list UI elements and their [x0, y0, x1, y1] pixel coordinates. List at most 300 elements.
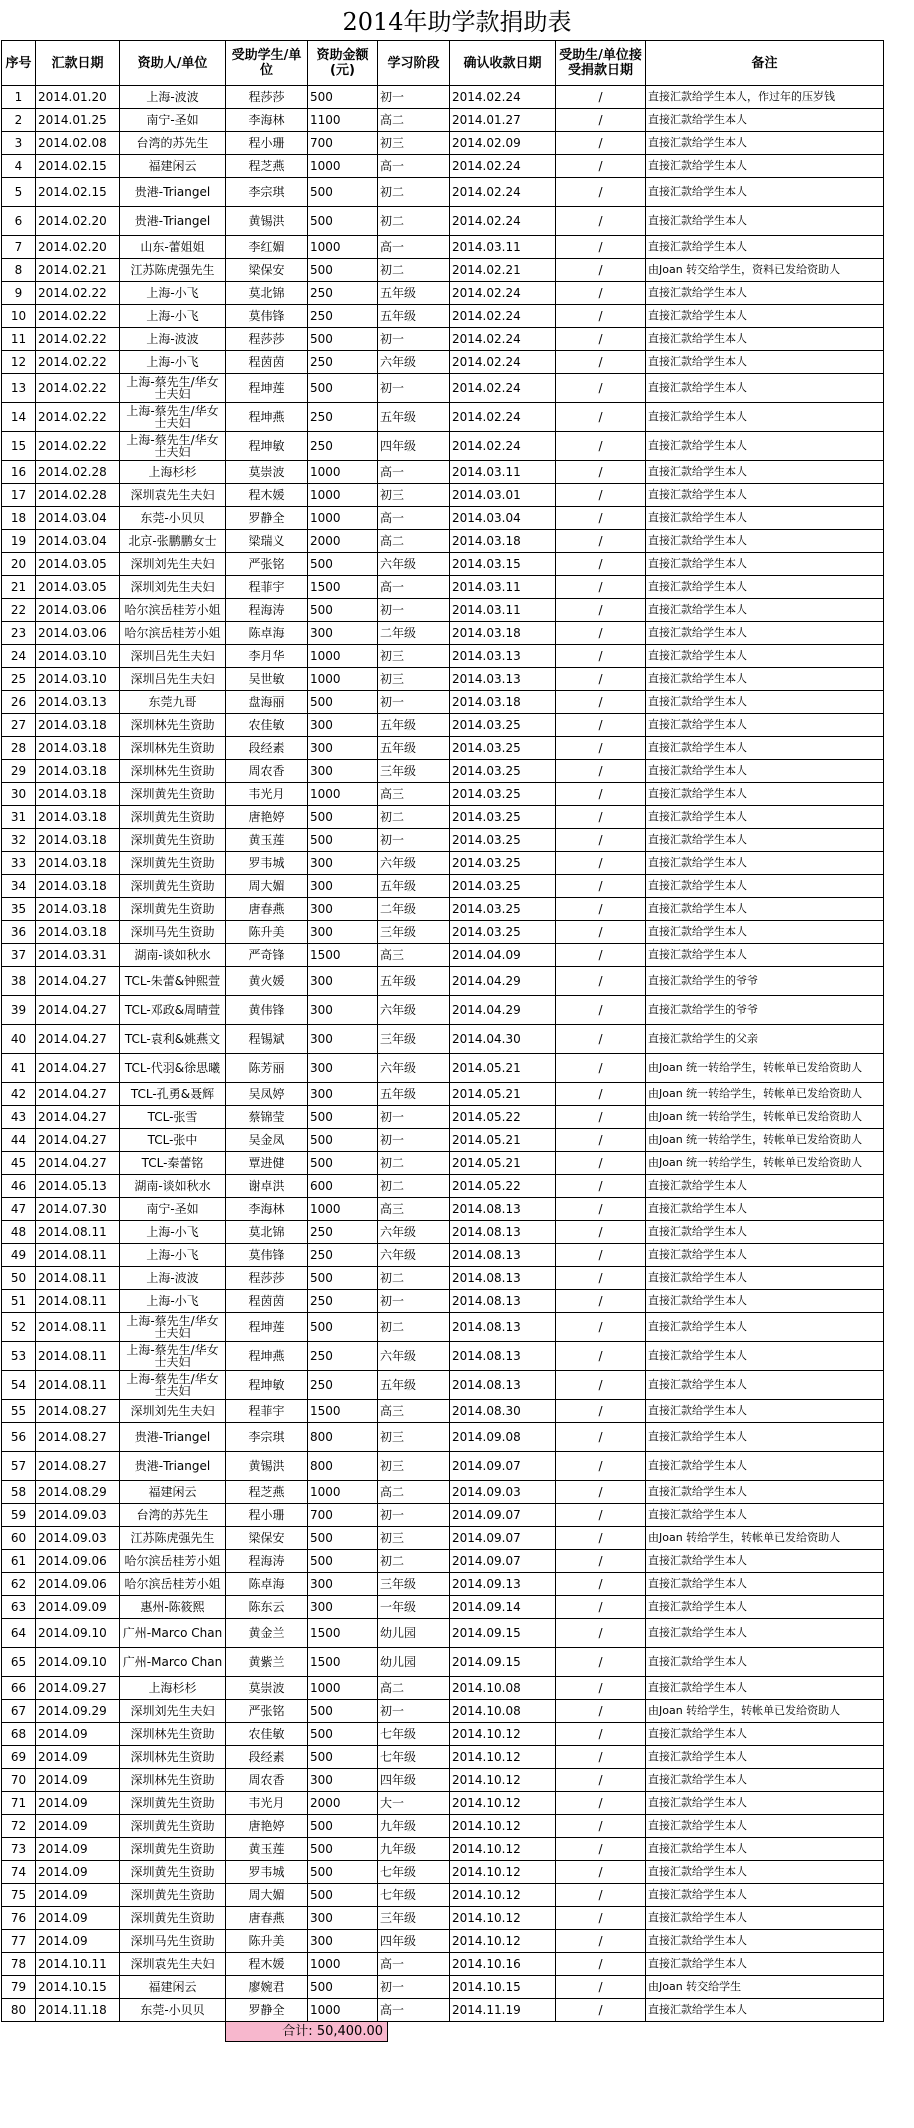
cell-accept-date: /: [556, 1619, 646, 1648]
cell-amount: 2000: [308, 530, 378, 553]
cell-confirm-date: 2014.02.24: [450, 86, 556, 109]
cell-amount: 500: [308, 1976, 378, 1999]
cell-remarks: 直接汇款给学生本人: [646, 282, 884, 305]
cell-index: 3: [2, 132, 36, 155]
cell-confirm-date: 2014.08.30: [450, 1400, 556, 1423]
cell-index: 20: [2, 553, 36, 576]
table-row: [2, 282, 884, 305]
cell-remarks: 由Joan 统一转给学生，转帐单已发给资助人: [646, 1054, 884, 1083]
cell-remit-date: 2014.03.18: [36, 875, 120, 898]
cell-amount: 500: [308, 1723, 378, 1746]
table-row: [2, 132, 884, 155]
cell-remarks: 直接汇款给学生本人: [646, 898, 884, 921]
cell-accept-date: /: [556, 1550, 646, 1573]
cell-accept-date: /: [556, 507, 646, 530]
cell-recipient: 程芝燕: [226, 155, 308, 178]
cell-remarks: 直接汇款给学生本人: [646, 1792, 884, 1815]
table-row: [2, 1976, 884, 1999]
total-cell: [225, 2022, 388, 2042]
cell-recipient: 吴金凤: [226, 1129, 308, 1152]
cell-donor: 深圳黄先生资助: [120, 875, 226, 898]
cell-confirm-date: 2014.10.12: [450, 1746, 556, 1769]
cell-remarks: 直接汇款给学生本人: [646, 806, 884, 829]
cell-stage: 三年级: [378, 1573, 450, 1596]
table-row: [2, 1198, 884, 1221]
table-row: [2, 305, 884, 328]
cell-amount: 1000: [308, 1999, 378, 2022]
cell-accept-date: /: [556, 714, 646, 737]
cell-accept-date: /: [556, 553, 646, 576]
cell-amount: 250: [308, 351, 378, 374]
cell-index: 24: [2, 645, 36, 668]
cell-accept-date: /: [556, 305, 646, 328]
cell-recipient: 黄玉莲: [226, 829, 308, 852]
cell-confirm-date: 2014.03.15: [450, 553, 556, 576]
cell-recipient: 李红媚: [226, 236, 308, 259]
cell-remit-date: 2014.03.18: [36, 898, 120, 921]
cell-index: 10: [2, 305, 36, 328]
cell-donor: 上海-蔡先生/华女士夫妇: [120, 1313, 226, 1342]
cell-confirm-date: 2014.02.24: [450, 155, 556, 178]
cell-amount: 1000: [308, 484, 378, 507]
table-row: [2, 1930, 884, 1953]
cell-recipient: 罗韦城: [226, 852, 308, 875]
cell-stage: 九年级: [378, 1838, 450, 1861]
cell-index: 67: [2, 1700, 36, 1723]
cell-amount: 250: [308, 1290, 378, 1313]
cell-index: 45: [2, 1152, 36, 1175]
cell-amount: 250: [308, 432, 378, 461]
cell-stage: 五年级: [378, 305, 450, 328]
cell-remarks: 直接汇款给学生本人: [646, 1267, 884, 1290]
cell-amount: 250: [308, 403, 378, 432]
cell-remarks: 直接汇款给学生本人: [646, 1953, 884, 1976]
cell-recipient: 程坤莲: [226, 1313, 308, 1342]
cell-amount: 300: [308, 1573, 378, 1596]
cell-accept-date: /: [556, 1290, 646, 1313]
cell-stage: 高二: [378, 1481, 450, 1504]
cell-recipient: 唐春燕: [226, 898, 308, 921]
cell-confirm-date: 2014.09.07: [450, 1504, 556, 1527]
cell-stage: 高三: [378, 944, 450, 967]
cell-remarks: 直接汇款给学生本人: [646, 553, 884, 576]
cell-recipient: 吴凤婷: [226, 1083, 308, 1106]
cell-remarks: 直接汇款给学生本人: [646, 1861, 884, 1884]
cell-index: 60: [2, 1527, 36, 1550]
cell-recipient: 程锡斌: [226, 1025, 308, 1054]
cell-remit-date: 2014.02.15: [36, 178, 120, 207]
cell-stage: 高一: [378, 507, 450, 530]
table-row: [2, 259, 884, 282]
cell-recipient: 覃进健: [226, 1152, 308, 1175]
cell-amount: 1100: [308, 109, 378, 132]
cell-amount: 500: [308, 806, 378, 829]
cell-accept-date: /: [556, 1884, 646, 1907]
cell-remit-date: 2014.03.31: [36, 944, 120, 967]
cell-recipient: 程坤燕: [226, 1342, 308, 1371]
cell-index: 55: [2, 1400, 36, 1423]
cell-confirm-date: 2014.03.18: [450, 622, 556, 645]
cell-accept-date: /: [556, 760, 646, 783]
cell-confirm-date: 2014.03.13: [450, 645, 556, 668]
cell-accept-date: /: [556, 1700, 646, 1723]
cell-confirm-date: 2014.10.12: [450, 1907, 556, 1930]
cell-stage: 三年级: [378, 1025, 450, 1054]
cell-stage: 高二: [378, 109, 450, 132]
cell-donor: 深圳袁先生夫妇: [120, 484, 226, 507]
cell-stage: 五年级: [378, 967, 450, 996]
cell-donor: TCL-代羽&徐思曦: [120, 1054, 226, 1083]
cell-accept-date: /: [556, 1504, 646, 1527]
cell-donor: TCL-张中: [120, 1129, 226, 1152]
cell-remit-date: 2014.04.27: [36, 1152, 120, 1175]
cell-remarks: 直接汇款给学生本人: [646, 1313, 884, 1342]
cell-remarks: 直接汇款给学生本人: [646, 207, 884, 236]
cell-index: 12: [2, 351, 36, 374]
cell-stage: 高一: [378, 461, 450, 484]
cell-remit-date: 2014.09.06: [36, 1573, 120, 1596]
cell-donor: 上海-蔡先生/华女士夫妇: [120, 1342, 226, 1371]
cell-amount: 1500: [308, 576, 378, 599]
cell-confirm-date: 2014.02.24: [450, 374, 556, 403]
cell-confirm-date: 2014.10.12: [450, 1861, 556, 1884]
cell-accept-date: /: [556, 1313, 646, 1342]
cell-remarks: 直接汇款给学生本人: [646, 1504, 884, 1527]
cell-stage: 六年级: [378, 1054, 450, 1083]
cell-index: 49: [2, 1244, 36, 1267]
cell-confirm-date: 2014.03.01: [450, 484, 556, 507]
cell-amount: 500: [308, 207, 378, 236]
cell-donor: 台湾的苏先生: [120, 132, 226, 155]
cell-accept-date: /: [556, 806, 646, 829]
cell-recipient: 程莎莎: [226, 86, 308, 109]
cell-stage: 初一: [378, 1976, 450, 1999]
cell-amount: 1000: [308, 507, 378, 530]
cell-recipient: 莫崇波: [226, 1677, 308, 1700]
cell-confirm-date: 2014.03.11: [450, 236, 556, 259]
cell-remarks: 由Joan 统一转给学生，转帐单已发给资助人: [646, 1106, 884, 1129]
cell-recipient: 李海林: [226, 109, 308, 132]
cell-confirm-date: 2014.02.24: [450, 178, 556, 207]
cell-index: 46: [2, 1175, 36, 1198]
cell-recipient: 农佳敏: [226, 1723, 308, 1746]
cell-donor: 东莞-小贝贝: [120, 507, 226, 530]
cell-index: 13: [2, 374, 36, 403]
table-row: [2, 461, 884, 484]
cell-recipient: 程菲宇: [226, 576, 308, 599]
cell-accept-date: /: [556, 1573, 646, 1596]
cell-stage: 初二: [378, 806, 450, 829]
cell-donor: 深圳吕先生夫妇: [120, 645, 226, 668]
cell-accept-date: /: [556, 1371, 646, 1400]
cell-stage: 初三: [378, 645, 450, 668]
cell-remit-date: 2014.08.29: [36, 1481, 120, 1504]
cell-stage: 初二: [378, 259, 450, 282]
cell-confirm-date: 2014.02.24: [450, 351, 556, 374]
cell-remit-date: 2014.02.22: [36, 432, 120, 461]
cell-accept-date: /: [556, 403, 646, 432]
cell-stage: 初三: [378, 668, 450, 691]
cell-amount: 300: [308, 737, 378, 760]
cell-remarks: 直接汇款给学生的爷爷: [646, 996, 884, 1025]
donation-table: [1, 40, 884, 2022]
cell-remarks: 直接汇款给学生本人: [646, 1907, 884, 1930]
cell-confirm-date: 2014.09.13: [450, 1573, 556, 1596]
cell-remit-date: 2014.09.03: [36, 1527, 120, 1550]
cell-recipient: 陈东云: [226, 1596, 308, 1619]
cell-stage: 三年级: [378, 921, 450, 944]
cell-index: 43: [2, 1106, 36, 1129]
cell-donor: 深圳林先生资助: [120, 1746, 226, 1769]
cell-stage: 初一: [378, 1504, 450, 1527]
cell-remit-date: 2014.02.08: [36, 132, 120, 155]
cell-index: 65: [2, 1648, 36, 1677]
cell-confirm-date: 2014.03.13: [450, 668, 556, 691]
cell-index: 76: [2, 1907, 36, 1930]
cell-confirm-date: 2014.09.14: [450, 1596, 556, 1619]
header-recipient: 受助学生/单位: [226, 41, 308, 86]
cell-remit-date: 2014.02.22: [36, 374, 120, 403]
cell-remit-date: 2014.02.20: [36, 207, 120, 236]
cell-remarks: 直接汇款给学生本人: [646, 1815, 884, 1838]
cell-donor: 上海-小飞: [120, 282, 226, 305]
cell-index: 35: [2, 898, 36, 921]
cell-accept-date: /: [556, 461, 646, 484]
cell-recipient: 吴世敏: [226, 668, 308, 691]
cell-accept-date: /: [556, 1930, 646, 1953]
cell-amount: 300: [308, 852, 378, 875]
cell-confirm-date: 2014.03.11: [450, 461, 556, 484]
cell-remit-date: 2014.09: [36, 1930, 120, 1953]
cell-accept-date: /: [556, 132, 646, 155]
cell-donor: 江苏陈虎强先生: [120, 1527, 226, 1550]
table-row: [2, 530, 884, 553]
cell-remit-date: 2014.09.09: [36, 1596, 120, 1619]
cell-accept-date: /: [556, 1342, 646, 1371]
cell-remit-date: 2014.09.10: [36, 1619, 120, 1648]
cell-stage: 高一: [378, 236, 450, 259]
cell-index: 14: [2, 403, 36, 432]
cell-index: 16: [2, 461, 36, 484]
cell-recipient: 程芝燕: [226, 1481, 308, 1504]
cell-recipient: 梁保安: [226, 1527, 308, 1550]
table-row: [2, 1999, 884, 2022]
cell-confirm-date: 2014.05.21: [450, 1129, 556, 1152]
cell-stage: 初三: [378, 484, 450, 507]
cell-confirm-date: 2014.05.21: [450, 1083, 556, 1106]
cell-index: 1: [2, 86, 36, 109]
cell-donor: 上海-小飞: [120, 1244, 226, 1267]
cell-remit-date: 2014.03.18: [36, 921, 120, 944]
cell-index: 22: [2, 599, 36, 622]
cell-recipient: 周大媚: [226, 875, 308, 898]
cell-remit-date: 2014.07.30: [36, 1198, 120, 1221]
table-row: [2, 1504, 884, 1527]
cell-donor: 东莞九哥: [120, 691, 226, 714]
cell-stage: 初一: [378, 1700, 450, 1723]
cell-remit-date: 2014.02.22: [36, 403, 120, 432]
cell-amount: 500: [308, 1838, 378, 1861]
cell-recipient: 程海涛: [226, 599, 308, 622]
cell-amount: 800: [308, 1423, 378, 1452]
cell-recipient: 程茵茵: [226, 351, 308, 374]
cell-remit-date: 2014.01.25: [36, 109, 120, 132]
cell-donor: 深圳刘先生夫妇: [120, 1400, 226, 1423]
table-row: [2, 1129, 884, 1152]
cell-remit-date: 2014.02.22: [36, 282, 120, 305]
cell-accept-date: /: [556, 1792, 646, 1815]
table-row: [2, 328, 884, 351]
cell-index: 52: [2, 1313, 36, 1342]
table-row: [2, 1723, 884, 1746]
cell-donor: 上海-蔡先生/华女士夫妇: [120, 432, 226, 461]
cell-remit-date: 2014.03.13: [36, 691, 120, 714]
table-row: [2, 645, 884, 668]
cell-index: 62: [2, 1573, 36, 1596]
cell-accept-date: /: [556, 1527, 646, 1550]
cell-recipient: 黄锡洪: [226, 207, 308, 236]
cell-recipient: 程坤燕: [226, 403, 308, 432]
cell-recipient: 谢卓洪: [226, 1175, 308, 1198]
cell-remarks: 直接汇款给学生的爷爷: [646, 967, 884, 996]
cell-accept-date: /: [556, 1596, 646, 1619]
cell-stage: 六年级: [378, 1342, 450, 1371]
header-remarks: 备注: [646, 41, 884, 86]
cell-amount: 300: [308, 1083, 378, 1106]
cell-recipient: 陈升美: [226, 1930, 308, 1953]
cell-remarks: 直接汇款给学生本人: [646, 852, 884, 875]
table-row: [2, 1400, 884, 1423]
cell-accept-date: /: [556, 1677, 646, 1700]
cell-index: 54: [2, 1371, 36, 1400]
cell-stage: 初二: [378, 1313, 450, 1342]
cell-index: 32: [2, 829, 36, 852]
cell-index: 17: [2, 484, 36, 507]
cell-recipient: 韦光月: [226, 1792, 308, 1815]
cell-accept-date: /: [556, 1838, 646, 1861]
cell-confirm-date: 2014.03.25: [450, 829, 556, 852]
cell-remit-date: 2014.08.11: [36, 1313, 120, 1342]
cell-confirm-date: 2014.10.12: [450, 1769, 556, 1792]
cell-remit-date: 2014.08.11: [36, 1244, 120, 1267]
cell-stage: 初一: [378, 86, 450, 109]
cell-donor: TCL-秦蕾铭: [120, 1152, 226, 1175]
cell-accept-date: /: [556, 1244, 646, 1267]
cell-index: 78: [2, 1953, 36, 1976]
cell-index: 39: [2, 996, 36, 1025]
cell-donor: 上海-小飞: [120, 1221, 226, 1244]
cell-remit-date: 2014.09: [36, 1838, 120, 1861]
cell-donor: 湖南-谈如秋水: [120, 944, 226, 967]
cell-stage: 九年级: [378, 1815, 450, 1838]
cell-index: 6: [2, 207, 36, 236]
cell-stage: 高三: [378, 1198, 450, 1221]
cell-recipient: 黄锡洪: [226, 1452, 308, 1481]
cell-accept-date: /: [556, 967, 646, 996]
cell-remarks: 由Joan 统一转给学生，转帐单已发给资助人: [646, 1152, 884, 1175]
cell-amount: 500: [308, 178, 378, 207]
table-row: [2, 737, 884, 760]
cell-index: 19: [2, 530, 36, 553]
cell-remit-date: 2014.09.10: [36, 1648, 120, 1677]
cell-remit-date: 2014.04.27: [36, 996, 120, 1025]
cell-donor: 惠州-陈筱熙: [120, 1596, 226, 1619]
table-row: [2, 944, 884, 967]
cell-amount: 300: [308, 875, 378, 898]
cell-confirm-date: 2014.10.08: [450, 1677, 556, 1700]
cell-index: 9: [2, 282, 36, 305]
cell-index: 68: [2, 1723, 36, 1746]
cell-amount: 1000: [308, 461, 378, 484]
cell-donor: 上海-蔡先生/华女士夫妇: [120, 1371, 226, 1400]
cell-amount: 500: [308, 1527, 378, 1550]
cell-remarks: 直接汇款给学生本人: [646, 599, 884, 622]
cell-donor: 深圳马先生资助: [120, 921, 226, 944]
cell-donor: 深圳袁先生夫妇: [120, 1953, 226, 1976]
cell-remit-date: 2014.03.18: [36, 783, 120, 806]
cell-confirm-date: 2014.10.15: [450, 1976, 556, 1999]
cell-confirm-date: 2014.04.30: [450, 1025, 556, 1054]
cell-remit-date: 2014.03.18: [36, 737, 120, 760]
cell-remit-date: 2014.08.11: [36, 1371, 120, 1400]
cell-amount: 1000: [308, 155, 378, 178]
cell-donor: 湖南-谈如秋水: [120, 1175, 226, 1198]
cell-recipient: 周大媚: [226, 1884, 308, 1907]
cell-remit-date: 2014.09: [36, 1769, 120, 1792]
table-row: [2, 1025, 884, 1054]
total-label: 合计:: [282, 2024, 313, 2039]
table-row: [2, 714, 884, 737]
cell-donor: 哈尔滨岳桂芳小姐: [120, 1573, 226, 1596]
cell-amount: 800: [308, 1452, 378, 1481]
cell-amount: 1000: [308, 1953, 378, 1976]
header-stage: 学习阶段: [378, 41, 450, 86]
cell-stage: 初一: [378, 829, 450, 852]
cell-remit-date: 2014.08.27: [36, 1400, 120, 1423]
cell-stage: 初三: [378, 1452, 450, 1481]
cell-index: 48: [2, 1221, 36, 1244]
cell-donor: 上海-小飞: [120, 351, 226, 374]
cell-accept-date: /: [556, 829, 646, 852]
table-row: [2, 1290, 884, 1313]
cell-stage: 五年级: [378, 737, 450, 760]
cell-stage: 七年级: [378, 1884, 450, 1907]
cell-remit-date: 2014.08.11: [36, 1221, 120, 1244]
cell-donor: 深圳黄先生资助: [120, 1884, 226, 1907]
cell-index: 51: [2, 1290, 36, 1313]
cell-amount: 500: [308, 1884, 378, 1907]
cell-remit-date: 2014.10.15: [36, 1976, 120, 1999]
cell-confirm-date: 2014.05.21: [450, 1152, 556, 1175]
cell-remarks: 由Joan 转给学生，转帐单已发给资助人: [646, 1700, 884, 1723]
cell-remarks: 直接汇款给学生本人: [646, 645, 884, 668]
table-row: [2, 1244, 884, 1267]
cell-amount: 250: [308, 1221, 378, 1244]
cell-donor: 福建闲云: [120, 155, 226, 178]
cell-index: 34: [2, 875, 36, 898]
cell-donor: 福建闲云: [120, 1976, 226, 1999]
cell-confirm-date: 2014.05.21: [450, 1054, 556, 1083]
table-row: [2, 898, 884, 921]
cell-index: 59: [2, 1504, 36, 1527]
cell-donor: 哈尔滨岳桂芳小姐: [120, 622, 226, 645]
cell-remit-date: 2014.02.22: [36, 351, 120, 374]
cell-confirm-date: 2014.04.29: [450, 967, 556, 996]
cell-index: 64: [2, 1619, 36, 1648]
cell-remit-date: 2014.09: [36, 1861, 120, 1884]
cell-donor: 广州-Marco Chan: [120, 1619, 226, 1648]
cell-remit-date: 2014.03.04: [36, 507, 120, 530]
